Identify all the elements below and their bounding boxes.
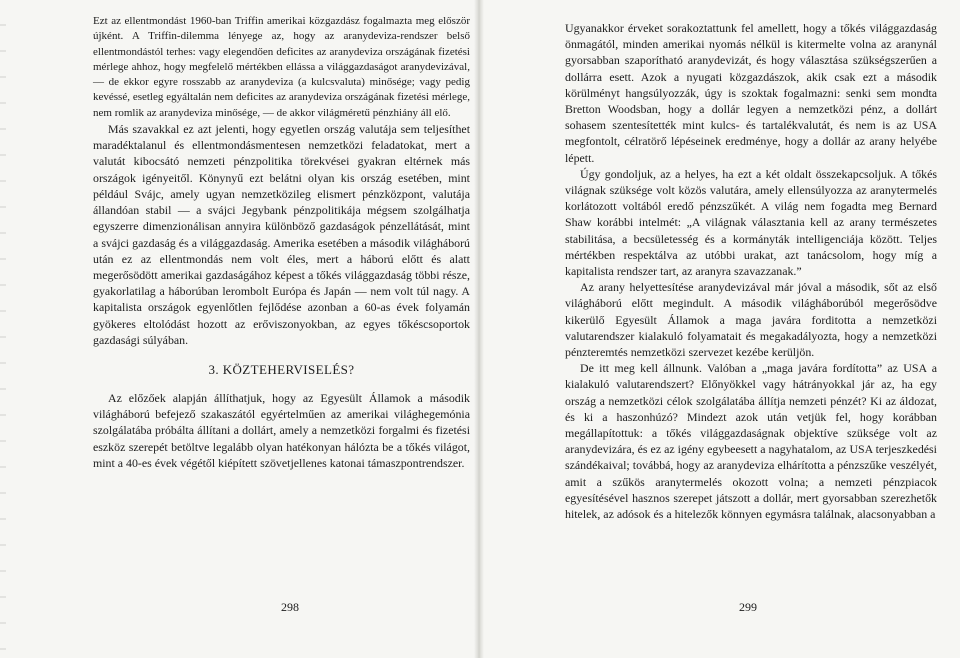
paragraph: Az előzőek alapján állíthatjuk, hogy az Egyesült Államok a második világháború befejező szakaszától egyértelműen az amerikai világhegemónia szolgálatába próbálta állítani a dollárt, amely a nemzetközi forgalmi és fizetési eszköz szerepét betöltve legalább olyan hatékonyan hálózta be a tőkés világot, mint a 40-es évek végétől kiépített szövetjellenes katonai támaszpontrendszer. <box>93 390 470 470</box>
right-page <box>480 0 960 658</box>
page-edge-shadow <box>0 0 6 658</box>
paragraph: Más szavakkal ez azt jelenti, hogy egyetlen ország valutája sem teljesíthet maradéktalanul és ellentmondásmentesen nemzetközi feladatokat, mert a valutát kibocsátó nemzeti pénzpolitika törekvései gyakran eltérnek más országok igényeitől. Könynyű ezt belátni olyan kis ország esetében, mint például Svájc, amely ugyan nemzetközileg elismert pénzközpont, valutája állandóan stabil — a svájci Jegybank pénzpolitikája mégsem szolgálhatja egyszerre dimenzionálisan annyira különböző gazdaságok pénzellátását, mint a svájci gazdaság és a világgazdaság. Amerika esetében a második világháború után ez az ellentmondás nem volt éles, mert a háború előtt és alatt megerősödött amerikai gazdaságához képest a tőkés világgazdaság többi része, gyakorlatilag a háborúban lerombolt Európa és Japán — nem volt túl nagy. A kapitalista országok egyenlőtlen fejlődése azonban a 60-as évek folyamán gyökeres eltolódást hozott az erőviszonyokban, az egyes tőkéscsoportok gazdasági súlyában. <box>93 122 470 347</box>
right-page-text <box>565 20 937 522</box>
page-number: 298 <box>281 600 299 614</box>
paragraph: Úgy gondoljuk, az a helyes, ha ezt a két oldalt összekapcsoljuk. A tőkés világnak szüksége volt közös valutára, amely ellensúlyozza az aranytermelés korlátozott voltából eredő pénzszűkét. A világ nem fogadta meg Bernard Shaw korábbi intelmét: „A világnak választania kell az arany természetes stabilitása, a becsületesség és a kormányták intelligenciája között. Teljes mértékben respektálva az utóbbi urakat, azt tanácsolom, hogy míg a kapitalista rendszer tart, az aranyra szavazzanak.” <box>565 166 937 279</box>
section-title: 3. KÖZTEHERVISELÉS? <box>208 361 355 377</box>
paragraph: De itt meg kell állnunk. Valóban a „maga javára fordította” az USA a kialakuló valutarendszert? Előnyökkel vagy hátrányokkal jár az, ha egy ország a nemzetközi célok szolgálatába állítja nemzeti pénzét? Ki az áldozat, és ki a haszonhúzó? Mindezt azok után vetjük fel, hogy korábban megállapítottuk: a tőkés világgazdaságnak objektíve szüksége volt az aranydevizára, és ez az igény egybeesett a nagyhatalom, az USA terjeszkedési szándékaival; továbbá, hogy az aranydeviza elhárította a pénzszűke veszélyét, amit a szűkös aranytermelés okozott volna; a nemzeti pénzpiacok egyesítésével hasznos szerepet játszott a dollár, mert gyorsabban szerezhetők hitelek, az adósok és a hitelezők könnyen egymásra találnak, alacsonyabban a <box>565 361 937 522</box>
paragraph: Ezt az ellentmondást 1960-ban Triffin amerikai közgazdász fogalmazta meg először újként. A Triffin-dilemma lényege az, hogy az aranydeviza-rendszer belső ellentmondástól terhes: vagy elegendően deficites az aranydeviza országának fizetési mérlege ahhoz, hogy megfelelő mértékben ellássa a világgazdaságot aranydevizával, — de ekkor egyre rosszabb az aranydeviza (a kulcsvaluta) minősége; vagy pedig kevéssé, esetleg egyáltalán nem deficites az aranydeviza országának fizetési mérlege, nem romlik az aranydeviza minősége, — de akkor világméretű pénzhiány áll elő. <box>93 15 470 119</box>
paragraph: Az arany helyettesítése aranydevizával már jóval a második, sőt az első világháború előtt megindult. A második világháborúból megerősödve kikerülő Egyesült Államok a maga javára forditotta a nemzetközi valutarendszer kialakuló folyamatait és megakadályozta, hogy a nemzetközi pénzteremtés nemzetközi szervezet kezébe kerüljön. <box>565 280 937 360</box>
paragraph: Ugyanakkor érveket sorakoztattunk fel amellett, hogy a tőkés világgazdaság önmagától, minden amerikai nyomás nélkül is kitermelte volna az aranynál gyorsabban szaporítható aranydevizát, és hogy választása szükségszerűen a dollárra esett. Azok a nyugati közgazdászok, akik csak ezt a második körülményt hangsúlyozzák, úgy is szoktak fogalmazni: senki sem mondta Bretton Woodsban, hogy a dollár legyen a nemzetközi pénz, a dollárt sohasem szentesítették mint kulcs- és tartalékvalutát, és nem is az USA megfontolt, célratörő lépéseinek eredménye, hogy a dollár az arany helyébe lépett. <box>565 21 937 165</box>
left-page-text <box>93 14 470 471</box>
page-number: 299 <box>739 600 757 614</box>
left-page <box>0 0 478 658</box>
